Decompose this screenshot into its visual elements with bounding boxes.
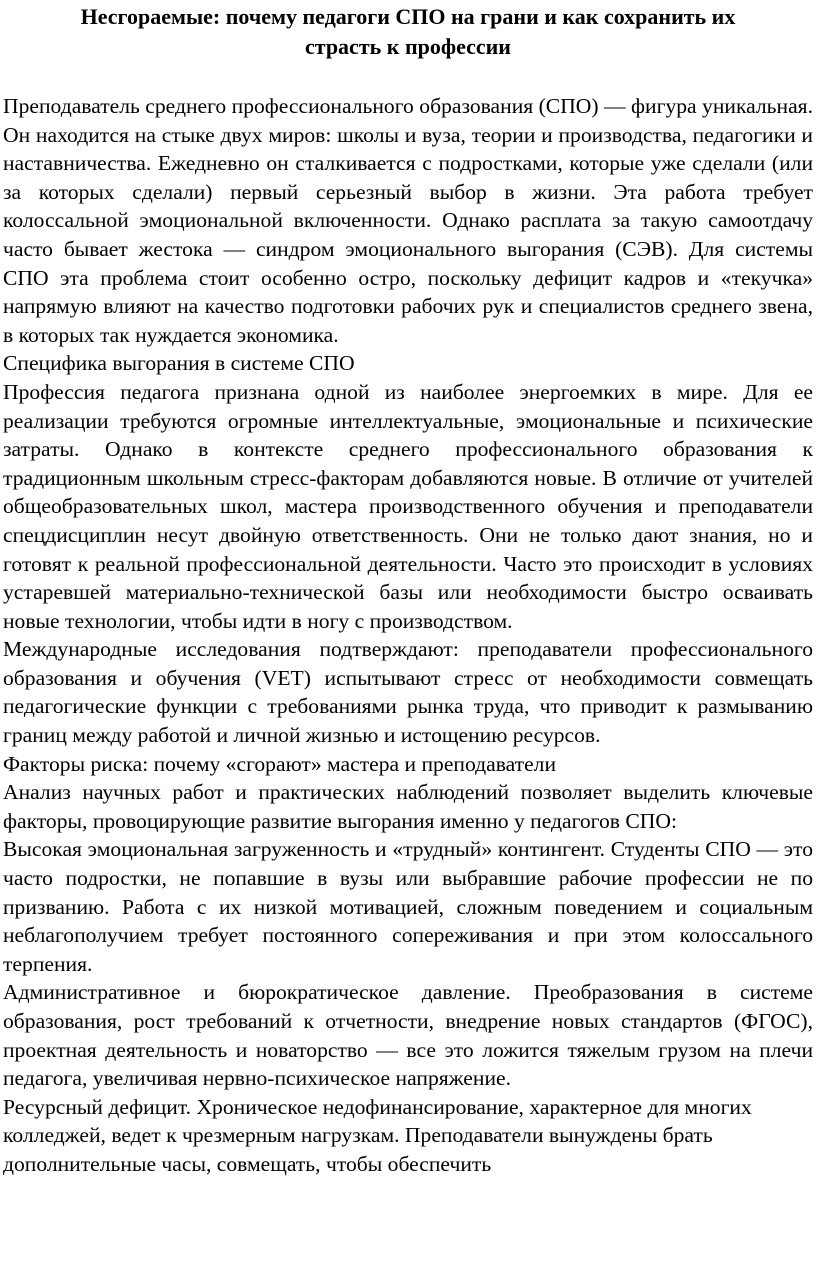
body-paragraph: Международные исследования подтверждают: преподаватели профессионального образования и обучения (VET) испытывают стресс от необходимости совмещать педагогические функции с требованиями рынка труда, что приводит к размыванию границ между работой и личной жизнью и истощению ресурсов. — [3, 637, 813, 748]
section-heading: Факторы риска: почему «сгорают» мастера и преподаватели — [3, 751, 557, 776]
intro-paragraph: Преподаватель среднего профессионального образования (СПО) — фигура уникальная. Он находится на стыке двух миров: школы и вуза, теории и производства, педагогики и наставничества. Ежедневно он сталкивается с подростками, которые уже сделали (или за которых сделали) первый серьезный выбор в жизни. Эта работа требует колоссальной эмоциональной включенности. Однако расплата за такую самоотдачу часто бывает жестока — синдром эмоционального выгорания (СЭВ). Для системы СПО эта проблема стоит особенно остро, поскольку дефицит кадров и «текучка» напрямую влияют на качество подготовки рабочих рук и специалистов среднего звена, в которых так нуждается экономика. — [3, 94, 813, 347]
risk-factor-paragraph: Административное и бюрократическое давление. Преобразования в системе образования, рост требований к отчетности, внедрение новых стандартов (ФГОС), проектная деятельность и новаторство — все это ложится тяжелым грузом на плечи педагога, увеличивая нервно-психическое напряжение. — [3, 980, 813, 1091]
body-paragraph: Профессия педагога признана одной из наиболее энергоемких в мире. Для ее реализации требуются огромные интеллектуальные, эмоциональные и психические затраты. Однако в контексте среднего профессионального образования к традиционным школьным стресс-факторам добавляются новые. В отличие от учителей общеобразовательных школ, мастера производственного обучения и преподаватели спецдисциплин несут двойную ответственность. Они не только дают знания, но и готовят к реальной профессиональной деятельности. Часто это происходит в условиях устаревшей материально-технической базы или необходимости быстро осваивать новые технологии, чтобы идти в ногу с производством. — [3, 379, 813, 633]
body-paragraph: Анализ научных работ и практических наблюдений позволяет выделить ключевые факторы, провоцирующие развитие выгорания именно у педагогов СПО: — [3, 780, 813, 833]
risk-factor-paragraph: Ресурсный дефицит. Хроническое недофинансирование, характерное для многих колледжей, ведет к чрезмерным нагрузкам. Преподаватели вынуждены брать дополнительные часы, совмещать, чтобы обеспечить — [3, 1094, 752, 1176]
risk-factor-paragraph: Высокая эмоциональная загруженность и «трудный» контингент. Студенты СПО — это часто подростки, не попавшие в вузы или выбравшие рабочие профессии не по призванию. Работа с их низкой мотивацией, сложным поведением и социальным неблагополучием требует постоянного сопереживания и при этом колоссального терпения. — [3, 837, 813, 976]
page-title: Несгораемые: почему педагоги СПО на грани и как сохранить их страсть к профессии — [80, 4, 736, 59]
section-heading: Специфика выгорания в системе СПО — [3, 351, 355, 376]
